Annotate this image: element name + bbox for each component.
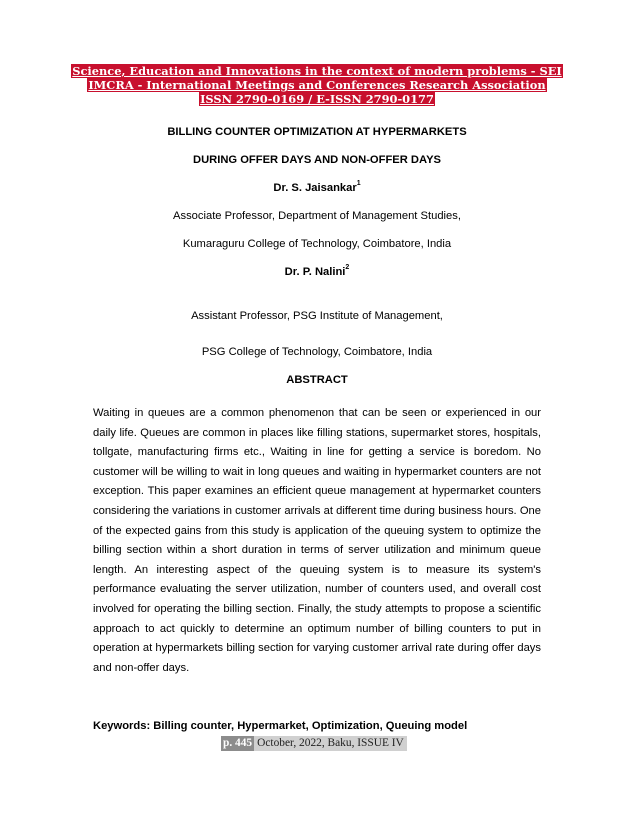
author-1-affiliation-line1: Associate Professor, Department of Management Studies, [173,210,461,222]
journal-banner-line1: Science, Education and Innovations in the context of modern problems - SEI [72,64,562,78]
author-2-affiliation-line1: Assistant Professor, PSG Institute of Management, [191,310,443,322]
author-1-name: Dr. S. Jaisankar$^1$ [273,180,361,194]
abstract-heading: ABSTRACT [286,374,348,386]
author-1-sup: 1 [356,180,361,187]
page-footer [221,736,407,751]
paper-title-line1: BILLING COUNTER OPTIMIZATION AT HYPERMARKETS [167,126,467,138]
abstract-body: Waiting in queues are a common phenomenon that can be seen or experienced in our daily life. Queues are common in places like filling stations, supermarket stores, hospitals, tollgate, manufacturing firms etc., Waiting in line for getting a service is boredom. No customer will be willing to wait in long queues and waiting in hypermarket counters are not exception. This paper examines an efficient queue management at hypermarket counters considering the variations in customer arrivals at different time during business hours. One of the expected gains from this study is application of the queuing system to optimize the billing section within a short duration in terms of server utilization and minimum queue length. An interesting aspect of the queuing system is to measure its system's performance evaluating the server utilization, number of counters used, and overall cost involved for operating the billing section. Finally, the study attempts to propose a scientific approach to act quickly to determine an optimum number of billing counters to put in operation at hypermarkets billing section for varying customer arrival rate during offer days and non-offer days. [93,407,541,674]
keywords: Keywords: Billing counter, Hypermarket, Optimization, Queuing model [93,720,468,732]
author-2-sup: 2 [345,264,350,271]
issue-date: October, 2022, Baku, ISSUE IV [254,736,407,751]
journal-banner-line2: IMCRA - International Meetings and Conferences Research Association [88,78,546,92]
author-2-affiliation-line2: PSG College of Technology, Coimbatore, India [201,346,433,358]
journal-banner-issn: ISSN 2790-0169 / E-ISSN 2790-0177 [200,92,434,106]
paper-title-line2: DURING OFFER DAYS AND NON-OFFER DAYS [192,154,441,166]
page-number: p. 445 [223,737,253,749]
author-2-name: Dr. P. Nalini$^2$ [284,264,350,278]
author-1-affiliation-line2: Kumaraguru College of Technology, Coimbatore, India [182,238,452,250]
